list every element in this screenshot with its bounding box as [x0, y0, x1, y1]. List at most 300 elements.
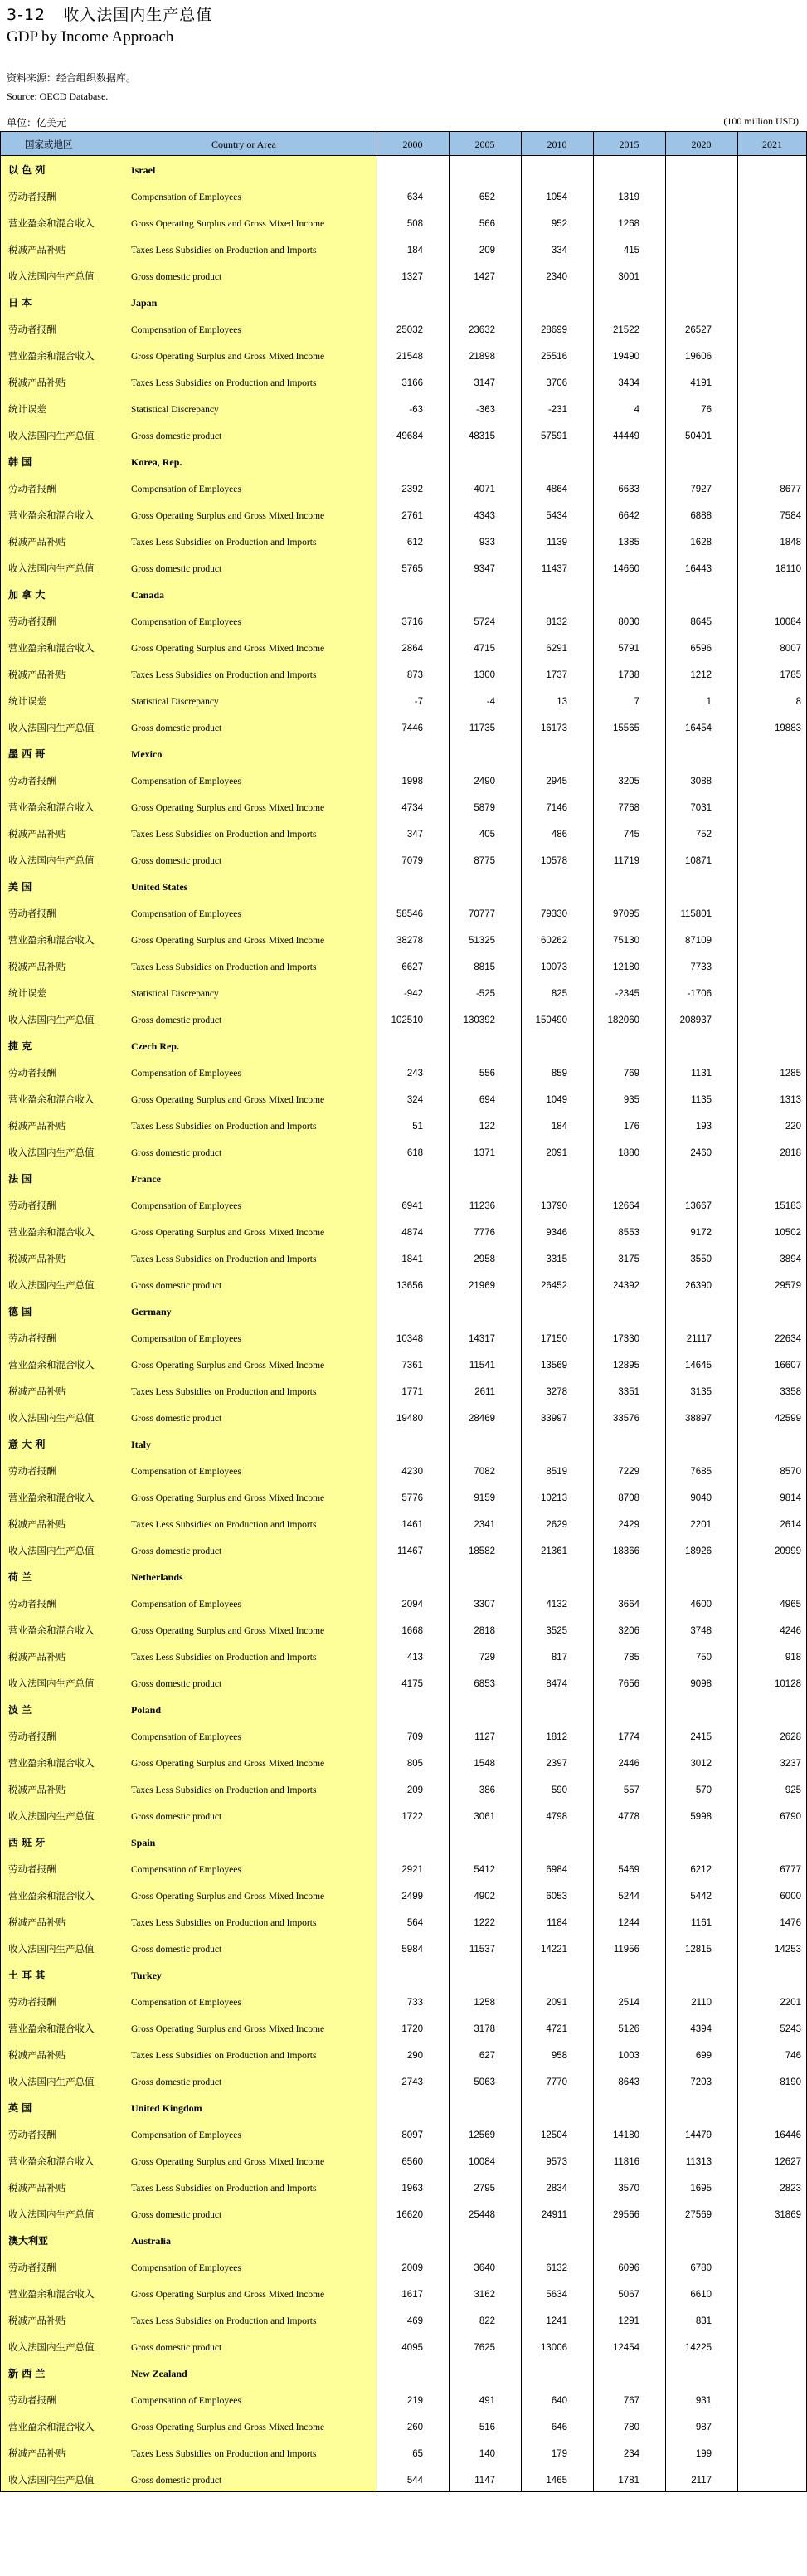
indicator-zh: 收入法国内生产总值 — [8, 1412, 95, 1424]
data-cell: 3550 — [690, 1254, 712, 1264]
indicator-zh: 营业盈余和混合收入 — [8, 2421, 95, 2432]
data-cell: 2094 — [401, 1600, 423, 1609]
indicator-en: Compensation of Employees — [131, 485, 241, 494]
data-cell: 386 — [479, 1785, 495, 1795]
data-cell: 859 — [551, 1069, 567, 1079]
data-cell: 2761 — [401, 511, 423, 521]
indicator-en: Gross domestic product — [131, 2343, 222, 2353]
indicator-zh: 收入法国内生产总值 — [8, 1014, 95, 1025]
country-name-zh: 西 班 牙 — [8, 1837, 46, 1848]
data-cell: 752 — [695, 830, 712, 840]
indicator-en: Gross Operating Surplus and Gross Mixed Income — [131, 1626, 325, 1636]
data-cell: 150490 — [535, 1015, 567, 1025]
header-year: 2020 — [691, 139, 712, 150]
data-cell: 3061 — [474, 1812, 495, 1822]
data-cell: 1258 — [474, 1998, 495, 2008]
data-cell: 1285 — [780, 1069, 801, 1079]
country-name-en: United States — [131, 881, 188, 893]
indicator-zh: 劳动者报酬 — [8, 1332, 56, 1344]
data-cell: 3088 — [690, 777, 712, 786]
data-cell: 28699 — [541, 325, 567, 335]
data-cell: 334 — [551, 246, 567, 256]
data-cell: 5724 — [474, 617, 495, 627]
indicator-zh: 收入法国内生产总值 — [8, 1678, 95, 1689]
data-cell: 10578 — [541, 856, 567, 866]
data-cell: 469 — [406, 2316, 423, 2326]
indicator-zh: 税减产品补贴 — [8, 2182, 66, 2194]
indicator-en: Compensation of Employees — [131, 2396, 241, 2406]
data-cell: 4 — [634, 405, 639, 415]
data-cell: 2958 — [474, 1254, 495, 1264]
indicator-zh: 劳动者报酬 — [8, 1731, 56, 1742]
data-cell: 1841 — [401, 1254, 423, 1264]
data-cell: 3434 — [618, 378, 639, 388]
indicator-en: Gross domestic product — [131, 1015, 222, 1025]
indicator-en: Gross Operating Surplus and Gross Mixed Income — [131, 219, 325, 229]
data-cell: 10348 — [396, 1334, 423, 1344]
indicator-zh: 收入法国内生产总值 — [8, 855, 95, 866]
data-cell: 4246 — [780, 1626, 801, 1636]
data-cell: 12454 — [613, 2343, 639, 2353]
data-cell: 3525 — [546, 1626, 567, 1636]
data-cell: 14645 — [685, 1361, 712, 1371]
data-cell: 18110 — [775, 564, 801, 574]
indicator-en: Gross Operating Surplus and Gross Mixed Income — [131, 936, 325, 946]
indicator-en: Gross domestic product — [131, 723, 222, 733]
data-cell: 4734 — [401, 803, 423, 813]
data-cell: 13006 — [541, 2343, 567, 2353]
data-cell: 8708 — [618, 1493, 639, 1503]
indicator-en: Taxes Less Subsidies on Production and Imports — [131, 670, 317, 680]
data-cell: 7685 — [690, 1467, 712, 1477]
data-cell: 6984 — [546, 1865, 567, 1875]
indicator-en: Statistical Discrepancy — [131, 405, 219, 415]
data-cell: 14180 — [613, 2130, 639, 2140]
data-cell: 618 — [406, 1148, 423, 1158]
data-cell: 2743 — [401, 2077, 423, 2087]
gdp-table — [0, 131, 807, 2554]
indicator-en: Compensation of Employees — [131, 2263, 241, 2273]
data-cell: 2117 — [691, 2476, 712, 2486]
country-name-zh: 新 西 兰 — [8, 2368, 46, 2379]
data-cell: 5067 — [618, 2290, 639, 2300]
data-cell: 17150 — [541, 1334, 567, 1344]
indicator-zh: 收入法国内生产总值 — [8, 430, 95, 441]
data-cell: 2795 — [474, 2184, 495, 2194]
indicator-zh: 税减产品补贴 — [8, 1253, 66, 1264]
indicator-en: Compensation of Employees — [131, 1732, 241, 1742]
data-cell: 5791 — [618, 644, 639, 654]
data-cell: 6291 — [546, 644, 567, 654]
data-cell: 7446 — [401, 723, 423, 733]
indicator-en: Gross Operating Surplus and Gross Mixed Income — [131, 803, 325, 813]
data-cell: 27569 — [685, 2210, 712, 2220]
data-cell: 7361 — [401, 1361, 423, 1371]
data-cell: 486 — [551, 830, 567, 840]
data-cell: 1127 — [474, 1732, 495, 1742]
data-cell: 1781 — [618, 2476, 639, 2486]
indicator-zh: 营业盈余和混合收入 — [8, 1757, 95, 1769]
data-cell: -4 — [486, 697, 495, 707]
data-cell: 2834 — [546, 2184, 567, 2194]
data-cell: 6642 — [618, 511, 639, 521]
indicator-en: Taxes Less Subsidies on Production and Imports — [131, 1520, 317, 1530]
indicator-en: Compensation of Employees — [131, 1998, 241, 2008]
source-en: Source: OECD Database. — [7, 90, 109, 102]
data-cell: 1695 — [690, 2184, 712, 2194]
data-cell: 4798 — [546, 1812, 567, 1822]
data-cell: 3012 — [690, 1759, 712, 1769]
data-cell: 2818 — [474, 1626, 495, 1636]
data-cell: 16454 — [685, 723, 712, 733]
data-cell: 2490 — [474, 777, 495, 786]
country-name-zh: 荷 兰 — [8, 1571, 32, 1583]
data-cell: 4902 — [474, 1892, 495, 1902]
data-cell: 219 — [406, 2396, 423, 2406]
data-cell: 26452 — [541, 1281, 567, 1291]
data-cell: 2091 — [546, 1148, 567, 1158]
data-cell: 1427 — [474, 272, 495, 282]
data-cell: 557 — [623, 1785, 639, 1795]
data-cell: 24911 — [541, 2210, 567, 2220]
data-cell: 952 — [551, 219, 567, 229]
country-name-zh: 加 拿 大 — [8, 589, 46, 601]
data-cell: 831 — [695, 2316, 712, 2326]
country-name-zh: 捷 克 — [8, 1040, 32, 1052]
indicator-en: Compensation of Employees — [131, 192, 241, 202]
indicator-en: Gross domestic product — [131, 431, 222, 441]
data-cell: 2415 — [690, 1732, 712, 1742]
data-cell: 3640 — [474, 2263, 495, 2273]
data-cell: 7031 — [690, 803, 712, 813]
data-cell: 12627 — [775, 2157, 801, 2167]
data-cell: 817 — [551, 1653, 567, 1663]
data-cell: 184 — [551, 1122, 567, 1132]
data-cell: 1212 — [690, 670, 712, 680]
indicator-en: Taxes Less Subsidies on Production and Imports — [131, 378, 317, 388]
indicator-en: Compensation of Employees — [131, 325, 241, 335]
data-cell: 8553 — [618, 1228, 639, 1238]
data-cell: 987 — [695, 2423, 712, 2432]
data-cell: 25032 — [396, 325, 423, 335]
data-cell: 3206 — [618, 1626, 639, 1636]
data-cell: 2397 — [546, 1759, 567, 1769]
data-cell: -7 — [414, 697, 423, 707]
data-cell: 21361 — [541, 1546, 567, 1556]
indicator-en: Taxes Less Subsidies on Production and Imports — [131, 1387, 317, 1397]
indicator-zh: 营业盈余和混合收入 — [8, 2288, 95, 2300]
indicator-en: Gross domestic product — [131, 1148, 222, 1158]
data-cell: 51 — [412, 1122, 423, 1132]
indicator-en: Gross domestic product — [131, 1281, 222, 1291]
data-cell: 805 — [406, 1759, 423, 1769]
data-cell: 646 — [551, 2423, 567, 2432]
indicator-zh: 收入法国内生产总值 — [8, 2208, 95, 2220]
header-year: 2015 — [619, 139, 639, 150]
indicator-zh: 统计误差 — [8, 695, 46, 707]
header-region-zh: 国家或地区 — [25, 139, 73, 150]
data-cell: 3178 — [474, 2024, 495, 2034]
data-cell: 4343 — [474, 511, 495, 521]
data-cell: 508 — [406, 219, 423, 229]
data-cell: 1131 — [691, 1069, 712, 1079]
country-name-en: Germany — [131, 1306, 172, 1317]
indicator-zh: 营业盈余和混合收入 — [8, 217, 95, 229]
data-cell: 2446 — [618, 1759, 639, 1769]
data-cell: 5244 — [618, 1892, 639, 1902]
data-cell: 1963 — [401, 2184, 423, 2194]
data-cell: 19606 — [685, 352, 712, 362]
indicator-zh: 营业盈余和混合收入 — [8, 1359, 95, 1371]
data-cell: 1385 — [618, 538, 639, 548]
data-cell: 7770 — [546, 2077, 567, 2087]
data-cell: 4095 — [401, 2343, 423, 2353]
data-cell: 1241 — [546, 2316, 567, 2326]
indicator-en: Taxes Less Subsidies on Production and Imports — [131, 2184, 317, 2194]
data-cell: 1668 — [401, 1626, 423, 1636]
data-cell: 60262 — [541, 936, 567, 946]
data-cell: 2818 — [780, 1148, 801, 1158]
data-cell: 1054 — [546, 192, 567, 202]
data-cell: 33997 — [541, 1414, 567, 1424]
data-cell: 516 — [479, 2423, 495, 2432]
data-cell: 21522 — [613, 325, 639, 335]
country-name-zh: 意 大 利 — [8, 1439, 46, 1450]
data-cell: 2009 — [401, 2263, 423, 2273]
data-cell: 1300 — [474, 670, 495, 680]
data-cell: 1319 — [618, 192, 639, 202]
indicator-zh: 劳动者报酬 — [8, 1996, 56, 2008]
indicator-zh: 税减产品补贴 — [8, 1784, 66, 1795]
indicator-en: Gross domestic product — [131, 2210, 222, 2220]
data-cell: 3894 — [780, 1254, 801, 1264]
data-cell: 3162 — [474, 2290, 495, 2300]
indicator-en: Compensation of Employees — [131, 1334, 241, 1344]
data-cell: 122 — [479, 1122, 495, 1132]
data-cell: 5469 — [618, 1865, 639, 1875]
data-cell: 1998 — [401, 777, 423, 786]
data-cell: 873 — [406, 670, 423, 680]
country-name-en: Canada — [131, 589, 165, 601]
data-cell: 24392 — [613, 1281, 639, 1291]
indicator-zh: 营业盈余和混合收入 — [8, 2023, 95, 2034]
indicator-zh: 税减产品补贴 — [8, 669, 66, 680]
data-cell: 2614 — [780, 1520, 801, 1530]
data-cell: 33576 — [613, 1414, 639, 1424]
indicator-zh: 收入法国内生产总值 — [8, 270, 95, 282]
data-cell: 785 — [623, 1653, 639, 1663]
indicator-zh: 统计误差 — [8, 403, 46, 415]
indicator-en: Gross Operating Surplus and Gross Mixed Income — [131, 2157, 325, 2167]
data-cell: 1720 — [401, 2024, 423, 2034]
data-cell: 7146 — [546, 803, 567, 813]
indicator-zh: 收入法国内生产总值 — [8, 1147, 95, 1158]
data-cell: 182060 — [607, 1015, 639, 1025]
data-cell: 97095 — [613, 909, 639, 919]
data-cell: 3237 — [780, 1759, 801, 1769]
data-cell: 746 — [785, 2051, 801, 2061]
data-cell: 10502 — [775, 1228, 801, 1238]
data-cell: 6853 — [474, 1679, 495, 1689]
data-cell: 6596 — [690, 644, 712, 654]
page-title — [7, 2, 212, 25]
indicator-zh: 营业盈余和混合收入 — [8, 1624, 95, 1636]
country-name-en: Czech Rep. — [131, 1040, 179, 1052]
data-cell: 26527 — [685, 325, 712, 335]
header-year: 2005 — [474, 139, 495, 150]
data-cell: 634 — [406, 192, 423, 202]
data-cell: 10128 — [775, 1679, 801, 1689]
indicator-zh: 收入法国内生产总值 — [8, 1810, 95, 1822]
data-cell: 1184 — [547, 1918, 567, 1928]
data-cell: 5776 — [401, 1493, 423, 1503]
data-cell: 769 — [623, 1069, 639, 1079]
indicator-en: Compensation of Employees — [131, 1467, 241, 1477]
country-name-en: Israel — [131, 164, 156, 176]
data-cell: 16443 — [685, 564, 712, 574]
data-cell: 556 — [479, 1069, 495, 1079]
data-cell: 2341 — [474, 1520, 495, 1530]
data-cell: 8645 — [690, 617, 712, 627]
data-cell: 2921 — [401, 1865, 423, 1875]
indicator-en: Statistical Discrepancy — [131, 989, 219, 999]
country-name-en: Turkey — [131, 1970, 162, 1981]
data-cell: 9347 — [474, 564, 495, 574]
data-cell: 70777 — [469, 909, 495, 919]
indicator-en: Taxes Less Subsidies on Production and Imports — [131, 2449, 317, 2459]
data-cell: 12504 — [541, 2130, 567, 2140]
data-cell: 4600 — [690, 1600, 712, 1609]
country-name-en: Poland — [131, 1704, 162, 1716]
data-cell: 13790 — [541, 1201, 567, 1211]
data-cell: 15565 — [613, 723, 639, 733]
data-cell: 8007 — [780, 644, 801, 654]
indicator-en: Compensation of Employees — [131, 617, 241, 627]
data-cell: 10084 — [775, 617, 801, 627]
data-cell: 3205 — [618, 777, 639, 786]
data-cell: 2429 — [618, 1520, 639, 1530]
data-cell: 18582 — [469, 1546, 495, 1556]
data-cell: 5434 — [546, 511, 567, 521]
data-cell: 566 — [479, 219, 495, 229]
data-cell: 1812 — [546, 1732, 567, 1742]
indicator-en: Gross Operating Surplus and Gross Mixed Income — [131, 2290, 325, 2300]
indicator-zh: 收入法国内生产总值 — [8, 2474, 95, 2486]
indicator-en: Gross domestic product — [131, 2077, 222, 2087]
indicator-en: Taxes Less Subsidies on Production and Imports — [131, 538, 317, 548]
country-name-zh: 日 本 — [8, 297, 32, 309]
header-year: 2000 — [402, 139, 423, 150]
data-cell: 3135 — [690, 1387, 712, 1397]
data-cell: 14479 — [685, 2130, 712, 2140]
data-cell: 11816 — [613, 2157, 639, 2167]
data-cell: 4778 — [618, 1812, 639, 1822]
data-cell: 347 — [406, 830, 423, 840]
data-cell: 11437 — [541, 564, 567, 574]
data-cell: -2345 — [615, 989, 639, 999]
data-cell: 22634 — [775, 1334, 801, 1344]
data-cell: 75130 — [613, 936, 639, 946]
unit-en: (100 million USD) — [723, 115, 799, 127]
data-cell: 3716 — [401, 617, 423, 627]
data-cell: 16173 — [541, 723, 567, 733]
data-cell: 8677 — [780, 485, 801, 494]
data-cell: 11467 — [396, 1546, 423, 1556]
gdp-table-svg — [0, 131, 807, 2554]
data-cell: -363 — [475, 405, 495, 415]
data-cell: 5634 — [546, 2290, 567, 2300]
data-cell: -1706 — [687, 989, 712, 999]
data-cell: 11956 — [613, 1945, 639, 1955]
indicator-en: Gross Operating Surplus and Gross Mixed Income — [131, 352, 325, 362]
title-en: GDP by Income Approach — [7, 28, 174, 46]
data-cell: 10073 — [541, 962, 567, 972]
data-cell: 4230 — [401, 1467, 423, 1477]
indicator-en: Taxes Less Subsidies on Production and Imports — [131, 1254, 317, 1264]
data-cell: 8132 — [546, 617, 567, 627]
data-cell: 1738 — [618, 670, 639, 680]
indicator-zh: 劳动者报酬 — [8, 2262, 56, 2273]
indicator-en: Taxes Less Subsidies on Production and Imports — [131, 1918, 317, 1928]
data-cell: 12664 — [613, 1201, 639, 1211]
data-cell: 8097 — [401, 2130, 423, 2140]
data-cell: 8775 — [474, 856, 495, 866]
data-cell: 9346 — [546, 1228, 567, 1238]
data-cell: 1880 — [618, 1148, 639, 1158]
data-cell: 1722 — [401, 1812, 423, 1822]
data-cell: 184 — [406, 246, 423, 256]
label-column-bg — [0, 156, 377, 2492]
data-cell: 1049 — [546, 1095, 567, 1105]
data-cell: 8474 — [546, 1679, 567, 1689]
data-cell: 6560 — [401, 2157, 423, 2167]
data-cell: 8190 — [780, 2077, 801, 2087]
data-cell: 1617 — [401, 2290, 423, 2300]
data-cell: 1 — [706, 697, 712, 707]
data-cell: 6212 — [690, 1865, 712, 1875]
indicator-zh: 税减产品补贴 — [8, 1916, 66, 1928]
data-cell: 2460 — [690, 1148, 712, 1158]
data-cell: 925 — [785, 1785, 801, 1795]
indicator-en: Compensation of Employees — [131, 777, 241, 786]
data-cell: 14317 — [469, 1334, 495, 1344]
data-cell: 7927 — [690, 485, 712, 494]
data-cell: 3278 — [546, 1387, 567, 1397]
data-cell: 2514 — [618, 1998, 639, 2008]
data-cell: -525 — [475, 989, 495, 999]
indicator-en: Gross domestic product — [131, 1414, 222, 1424]
data-cell: 29579 — [775, 1281, 801, 1291]
data-cell: 918 — [785, 1653, 801, 1663]
data-cell: 12569 — [469, 2130, 495, 2140]
indicator-zh: 税减产品补贴 — [8, 961, 66, 972]
country-name-zh: 韩 国 — [8, 456, 32, 468]
data-cell: 51325 — [469, 936, 495, 946]
data-cell: 234 — [623, 2449, 639, 2459]
indicator-en: Gross domestic product — [131, 272, 222, 282]
data-cell: 6941 — [401, 1201, 423, 1211]
data-cell: 14225 — [685, 2343, 712, 2353]
data-cell: 193 — [695, 1122, 712, 1132]
indicator-en: Statistical Discrepancy — [131, 697, 219, 707]
data-cell: 65 — [412, 2449, 423, 2459]
data-cell: 10213 — [541, 1493, 567, 1503]
data-cell: 9098 — [690, 1679, 712, 1689]
data-cell: 1313 — [780, 1095, 801, 1105]
data-cell: 780 — [623, 2423, 639, 2432]
data-cell: 290 — [406, 2051, 423, 2061]
indicator-zh: 收入法国内生产总值 — [8, 1545, 95, 1556]
